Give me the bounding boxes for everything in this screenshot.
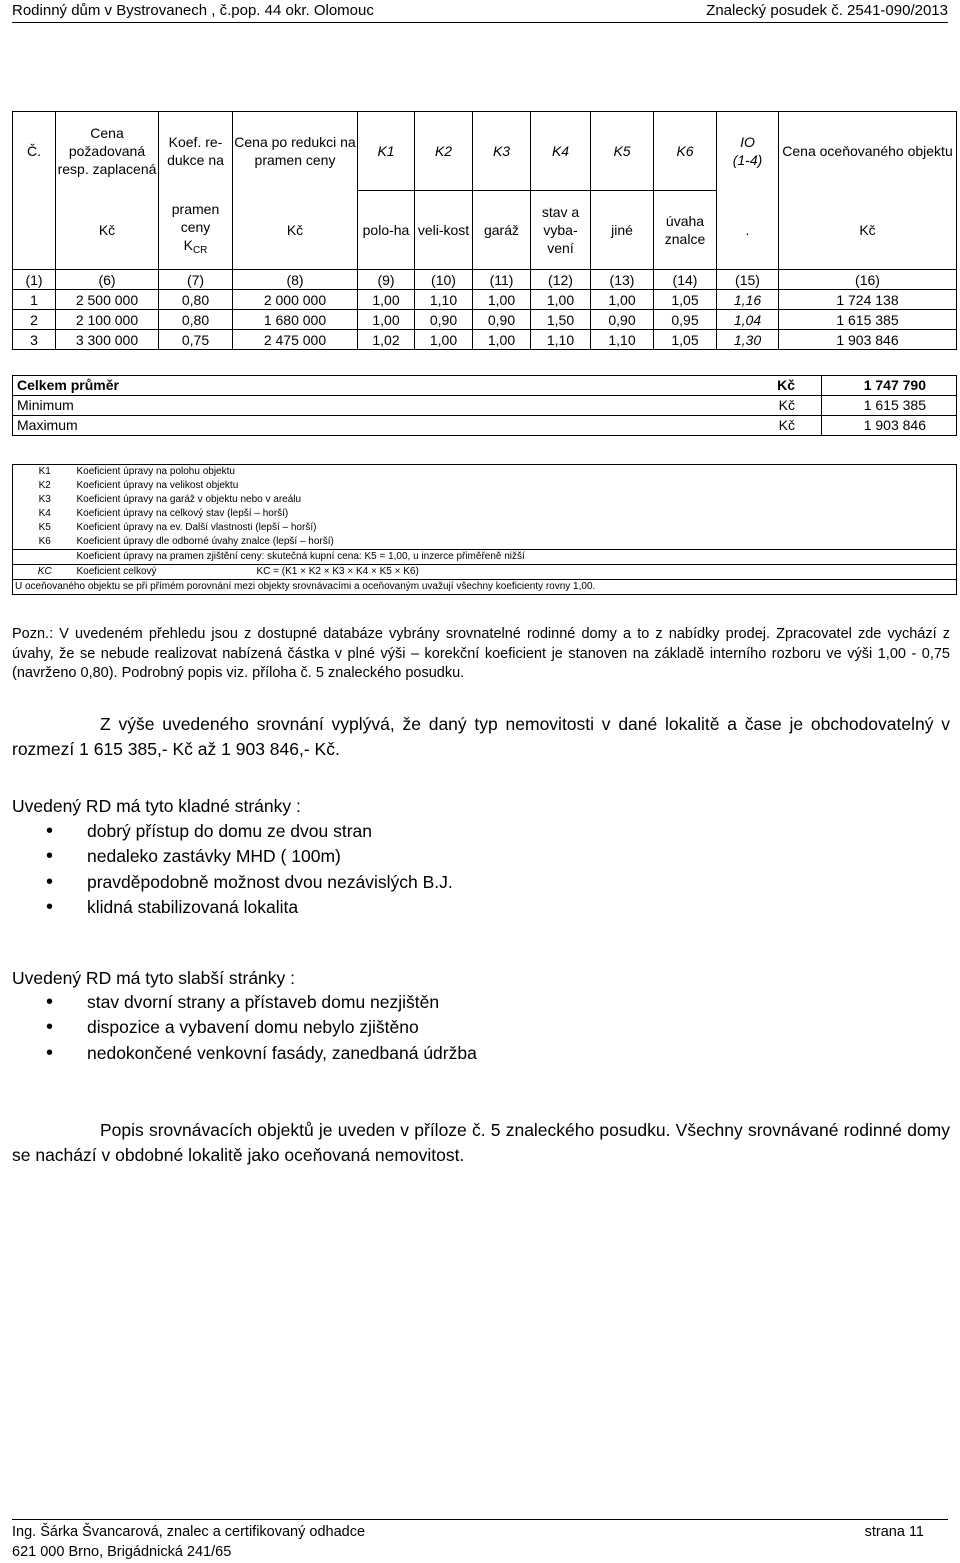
list-item: • pravděpodobně možnost dvou nezávislých B.J. (12, 870, 453, 895)
list-item: • dobrý přístup do domu ze dvou stran (12, 819, 453, 844)
table-row (13, 290, 957, 310)
legend-kc-row (77, 565, 957, 580)
table-cell: 1,30 (717, 330, 779, 350)
hdr-unit-2: Kč (233, 191, 358, 270)
legend-key: K2 (13, 479, 77, 493)
weaknesses-list (12, 990, 477, 1066)
table-cell: 3 (13, 330, 56, 350)
conclusion-paragraph: Z výše uvedeného srovnání vyplývá, že daný typ nemovitosti v dané lokalitě a čase je obchodovatelný v rozmezí 1 615 385,- Kč až 1 903 846,- Kč. (12, 714, 950, 759)
col-number: (12) (531, 270, 591, 290)
legend-text: Koeficient úpravy na garáž v objektu nebo v areálu (77, 493, 957, 507)
table-cell: 1,00 (415, 330, 473, 350)
table-cell: 0,90 (415, 310, 473, 330)
page-footer (12, 1519, 948, 1562)
footer-author: Ing. Šárka Švancarová, znalec a certifikovaný odhadce (12, 1524, 366, 1540)
summary-minimum-value: 1 615 385 (822, 396, 957, 416)
summary-minimum-label: Minimum (13, 396, 665, 416)
page-number: strana 11 (864, 1524, 924, 1540)
list-item: • nedaleko zastávky MHD ( 100m) (12, 844, 453, 869)
table-cell: 0,80 (159, 310, 233, 330)
summary-minimum-currency: Kč (665, 396, 822, 416)
table-cell: 2 100 000 (56, 310, 159, 330)
table-cell: 1,00 (473, 330, 531, 350)
legend-key-kc: KC (13, 565, 77, 580)
col-number: (9) (358, 270, 415, 290)
table-cell: 1,10 (531, 330, 591, 350)
strengths-title: Uvedený RD má tyto kladné stránky : (12, 796, 301, 816)
summary-average-currency: Kč (665, 376, 822, 396)
list-item: • stav dvorní strany a přístaveb domu nezjištěn (12, 990, 477, 1015)
table-cell: 0,95 (654, 310, 717, 330)
legend-text: Koeficient úpravy na ev. Další vlastnosti (lepší – horší) (77, 521, 957, 535)
table-cell: 1,05 (654, 290, 717, 310)
hdr-io-label: IO (740, 134, 755, 151)
hdr-condition: stav a vyba-vení (531, 191, 591, 270)
hdr-k4: K4 (531, 112, 591, 191)
hdr-io-dot: . (717, 191, 779, 270)
table-cell: 1,02 (358, 330, 415, 350)
hdr-object-price: Cena oceňovaného objektu (779, 112, 957, 191)
table-cell: 1,00 (358, 310, 415, 330)
coefficient-legend (12, 464, 957, 595)
summary-maximum-label: Maximum (13, 416, 665, 436)
table-cell: 1 (13, 290, 56, 310)
table-cell: 1,00 (358, 290, 415, 310)
col-number: (6) (56, 270, 159, 290)
hdr-unit-1: Kč (56, 191, 159, 270)
page-header (12, 0, 948, 23)
table-cell: 1,10 (591, 330, 654, 350)
hdr-asked-price: Cena požadovaná resp. zaplacená (56, 112, 159, 191)
hdr-location: polo-ha (358, 191, 415, 270)
table-cell: 2 500 000 (56, 290, 159, 310)
table-cell: 1 903 846 (779, 330, 957, 350)
weaknesses-title: Uvedený RD má tyto slabší stránky : (12, 968, 296, 988)
col-number: (11) (473, 270, 531, 290)
summary-minimum-row (13, 396, 957, 416)
hdr-kcr: $K_{CR}$ (183, 236, 208, 256)
header-row-1 (13, 112, 957, 191)
comparison-table (12, 111, 957, 350)
col-number: (8) (233, 270, 358, 290)
table-cell: 0,90 (591, 310, 654, 330)
summary-maximum-row (13, 416, 957, 436)
hdr-k2: K2 (415, 112, 473, 191)
list-item: • dispozice a vybavení domu nebylo zjištěno (12, 1015, 477, 1040)
legend-kc-text: Koeficient celkový (76, 566, 157, 577)
col-number: (7) (159, 270, 233, 290)
summary-maximum-value: 1 903 846 (822, 416, 957, 436)
legend-text: Koeficient úpravy na polohu objektu (77, 465, 957, 480)
table-cell: 1 724 138 (779, 290, 957, 310)
header-title: Rodinný dům v Bystrovanech , č.pop. 44 okr. Olomouc (12, 2, 374, 19)
hdr-size: veli-kost (415, 191, 473, 270)
table-cell: 0,80 (159, 290, 233, 310)
hdr-expert-judgement: úvaha znalce (654, 191, 717, 270)
legend-source-text: Koeficient úpravy na pramen zjištění ceny: skutečná kupní cena: K5 = 1,00, u inzerce přiměřeně nižší (77, 550, 957, 565)
hdr-unit-3: Kč (779, 191, 957, 270)
footer-address: 621 000 Brno, Brigádnická 241/65 (12, 1544, 232, 1560)
table-row (13, 310, 957, 330)
hdr-io-range: (1-4) (732, 152, 763, 169)
table-cell: 2 000 000 (233, 290, 358, 310)
col-number: (1) (13, 270, 56, 290)
list-item: • klidná stabilizovaná lokalita (12, 895, 453, 920)
table-cell: 0,90 (473, 310, 531, 330)
table-cell: 3 300 000 (56, 330, 159, 350)
table-cell: 1,10 (415, 290, 473, 310)
legend-footnote: U oceňovaného objektu se při přímém porovnání mezi objekty srovnávacími a oceňovaným uvažují všechny koeficienty rovny 1,00. (13, 580, 957, 595)
hdr-source-label: pramen ceny (171, 200, 220, 235)
description-paragraph: Popis srovnávacích objektů je uveden v příloze č. 5 znaleckého posudku. Všechny srovnávané rodinné domy se nachází v obdobné lokalitě jako oceňovaná nemovitost. (12, 1120, 950, 1165)
legend-key: K4 (13, 507, 77, 521)
col-number: (13) (591, 270, 654, 290)
hdr-k3: K3 (473, 112, 531, 191)
table-cell: 1,04 (717, 310, 779, 330)
table-cell: 1,00 (473, 290, 531, 310)
hdr-garage: garáž (473, 191, 531, 270)
summary-average-row (13, 376, 957, 396)
table-cell: 1,00 (591, 290, 654, 310)
hdr-io (717, 112, 779, 191)
column-number-row (13, 270, 957, 290)
table-cell: 1,05 (654, 330, 717, 350)
table-row (13, 330, 957, 350)
legend-text: Koeficient úpravy na celkový stav (lepší – horší) (77, 507, 957, 521)
col-number: (14) (654, 270, 717, 290)
list-item: • nedokončené venkovní fasády, zanedbaná údržba (12, 1041, 477, 1066)
table-cell: 0,75 (159, 330, 233, 350)
table-cell: 1 615 385 (779, 310, 957, 330)
col-number: (10) (415, 270, 473, 290)
legend-text: Koeficient úpravy na velikost objektu (77, 479, 957, 493)
legend-kc-formula: KC = (K1 × K2 × K3 × K4 × K5 × K6) (256, 566, 419, 577)
header-row-2 (13, 191, 957, 270)
legend-text: Koeficient úpravy dle odborné úvahy znalce (lepší – horší) (77, 535, 957, 550)
table-cell: 1,50 (531, 310, 591, 330)
strengths-list (12, 819, 453, 920)
col-number: (16) (779, 270, 957, 290)
summary-average-label: Celkem průměr (13, 376, 665, 396)
table-cell: 2 (13, 310, 56, 330)
table-cell: 2 475 000 (233, 330, 358, 350)
hdr-reduction-coef: Koef. re-dukce na (159, 112, 233, 191)
hdr-k6: K6 (654, 112, 717, 191)
hdr-reduced-price: Cena po redukci na pramen ceny (233, 112, 358, 191)
col-number: (15) (717, 270, 779, 290)
legend-key: K6 (13, 535, 77, 550)
legend-key: K3 (13, 493, 77, 507)
hdr-k5: K5 (591, 112, 654, 191)
summary-table (12, 375, 957, 436)
legend-key: K1 (13, 465, 77, 480)
summary-average-value: 1 747 790 (822, 376, 957, 396)
table-cell: 1,16 (717, 290, 779, 310)
summary-maximum-currency: Kč (665, 416, 822, 436)
note-paragraph: Pozn.: V uvedeném přehledu jsou z dostupné databáze vybrány srovnatelné rodinné domy a to z nabídky prodej. Zpracovatel zde vychází z úvahy, že se nebude realizovat nabízená částka v plné výši – korekční koeficient je stanoven na základě interního rozboru ve výši 1,00 - 0,75 (navrženo 0,80). Podrobný popis viz. příloha č. 5 znaleckého posudku. (12, 626, 950, 681)
hdr-source-coef (159, 191, 233, 270)
table-cell: 1,00 (531, 290, 591, 310)
hdr-other: jiné (591, 191, 654, 270)
hdr-number: Č. (13, 112, 56, 191)
legend-key: K5 (13, 521, 77, 535)
hdr-k1: K1 (358, 112, 415, 191)
header-report-number: Znalecký posudek č. 2541-090/2013 (706, 2, 948, 19)
table-cell: 1 680 000 (233, 310, 358, 330)
